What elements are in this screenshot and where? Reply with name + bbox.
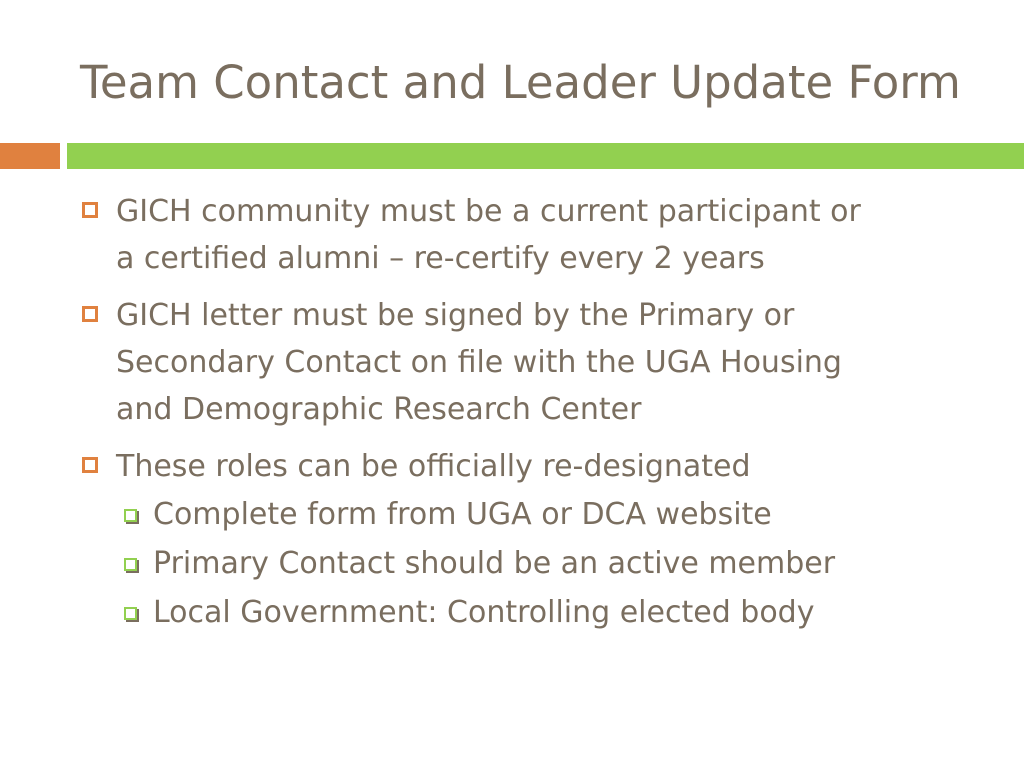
bullet-item <box>78 443 998 490</box>
square-bullet-icon <box>82 202 98 218</box>
accent-bar-orange <box>0 143 60 169</box>
checkbox-bullet-icon <box>124 558 137 571</box>
checkbox-bullet-icon <box>124 607 137 620</box>
bullet-list <box>78 188 998 637</box>
bullet-item <box>78 188 998 282</box>
sub-bullet-item <box>78 588 998 637</box>
sub-bullet-item <box>78 490 998 539</box>
accent-bar-green <box>67 143 1024 169</box>
sub-bullet-item <box>78 539 998 588</box>
checkbox-bullet-icon <box>124 509 137 522</box>
bullet-text-line: GICH community must be a current participant or <box>116 194 861 229</box>
sub-bullet-text: Local Government: Controlling elected body <box>153 595 815 630</box>
slide-title: Team Contact and Leader Update Form <box>80 56 961 109</box>
square-bullet-icon <box>82 306 98 322</box>
bullet-text-line: These roles can be officially re-designated <box>116 449 751 484</box>
sub-bullet-text: Primary Contact should be an active member <box>153 546 836 581</box>
square-bullet-icon <box>82 457 98 473</box>
bullet-text-line: GICH letter must be signed by the Primary or <box>116 298 795 333</box>
bullet-item <box>78 292 998 433</box>
sub-bullet-text: Complete form from UGA or DCA website <box>153 497 772 532</box>
bullet-text-line: and Demographic Research Center <box>116 392 642 427</box>
bullet-text-line: Secondary Contact on file with the UGA Housing <box>116 345 842 380</box>
bullet-text-line: a certified alumni – re-certify every 2 years <box>116 241 765 276</box>
